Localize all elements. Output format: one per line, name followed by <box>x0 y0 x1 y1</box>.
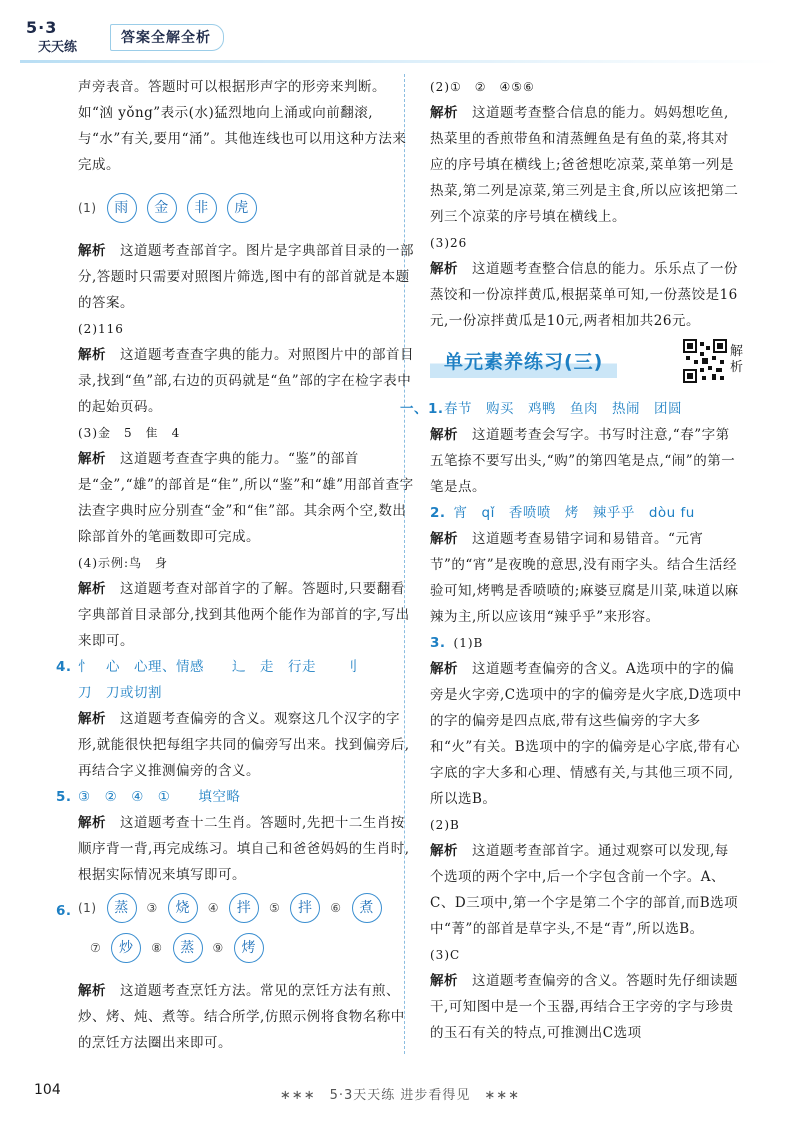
analysis-label: 解析 <box>78 581 106 597</box>
option-mark: (1) <box>78 901 97 915</box>
item-number: 3. <box>430 635 446 651</box>
analysis-block <box>430 838 742 942</box>
analysis-block <box>430 256 742 334</box>
answer-line: (4)示例:鸟 身 <box>78 556 169 570</box>
answer-text: 忄 心 心理、情感 辶 走 行走 刂 <box>78 659 358 675</box>
answer-item-4-cont <box>78 680 418 706</box>
section-banner <box>430 342 742 386</box>
circled-char: 炒 <box>111 933 141 963</box>
qr-label: 解析 <box>730 344 744 375</box>
analysis-text: 这道题考查易错字词和易错音。“元宵节”的“宵”是夜晚的意思,没有雨字头。结合生活经验可知,烤鸭是香喷喷的;麻婆豆腐是川菜,味道以麻辣为主,所以应该用“辣乎乎”来形容。 <box>430 531 739 625</box>
analysis-text: 这道题考查部首字。图片是字典部首目录的一部分,答题时只需要对照图片筛选,图中有的部首就是本题的答案。 <box>78 243 414 311</box>
answer-text: 春节 购买 鸡鸭 鱼肉 热闹 团圆 <box>444 401 682 417</box>
left-column <box>56 74 418 1056</box>
circled-char: 拌 <box>229 893 259 923</box>
option-mark: ④ <box>207 901 220 915</box>
option-mark: ③ <box>146 901 158 915</box>
right-column <box>400 74 744 1046</box>
analysis-label: 解析 <box>78 711 106 727</box>
option-mark: ⑥ <box>330 901 342 915</box>
answer-item-s3 <box>430 630 742 656</box>
analysis-text: 这道题考查偏旁的含义。A选项中的字的偏旁是火字旁,C选项中的字的偏旁是火字底,D选项中的字的偏旁是四点底,带有这些偏旁的字大多和“火”有关。B选项中的字的偏旁是心字底,带有心字底的字大多和心理、情感有关,与其他三项不同,所以选B。 <box>430 661 742 807</box>
analysis-label: 解析 <box>430 261 458 277</box>
answer-item-s1 <box>400 396 742 422</box>
analysis-block <box>430 968 742 1046</box>
option-mark: ⑧ <box>151 941 163 955</box>
circle-row-1 <box>78 888 418 928</box>
analysis-block <box>430 526 742 630</box>
analysis-label: 解析 <box>78 815 106 831</box>
analysis-label: 解析 <box>78 347 106 363</box>
section-title: 单元素养练习(三) <box>430 346 617 378</box>
answer-line: (3)金 5 隹 4 <box>78 426 181 440</box>
circle-row-2 <box>90 928 418 968</box>
analysis-text: 这道题考查部首字。通过观察可以发现,每个选项的两个字中,后一个字包含前一个字。A、C、D三项中,第一个字是第二个字的部首,而B选项中“菁”的部首是草字头,不是“青”,所以选B。 <box>430 843 739 937</box>
circled-char: 烧 <box>168 893 198 923</box>
header-rule <box>20 60 780 63</box>
page-number: 104 <box>34 1082 61 1098</box>
analysis-label: 解析 <box>430 973 458 989</box>
answer-item-4 <box>56 654 418 680</box>
analysis-text: 这道题考查会写字。书写时注意,“春”字第五笔捺不要写出头,“购”的第四笔是点,“闹”的第一笔是点。 <box>430 427 736 495</box>
analysis-text: 这道题考查十二生肖。答题时,先把十二生肖按顺序背一背,再完成练习。填自己和爸爸妈妈的生肖时,根据实际情况来填写即可。 <box>78 815 410 883</box>
item-number: 2. <box>430 505 446 521</box>
footer-slogan: ∗∗∗ 5·3天天练 进步看得见 ∗∗∗ <box>279 1088 521 1103</box>
answer-circles-q1 <box>78 188 418 228</box>
analysis-block <box>430 100 742 230</box>
analysis-block <box>78 706 418 784</box>
analysis-block <box>78 446 418 550</box>
analysis-block <box>78 810 418 888</box>
analysis-label: 解析 <box>430 531 458 547</box>
answer-line: (3)26 <box>430 236 468 250</box>
answer-item-5 <box>56 784 418 810</box>
circled-char: 煮 <box>352 893 382 923</box>
question-mark: (1) <box>78 201 97 215</box>
analysis-text: 这道题考查偏旁的含义。答题时先仔细读题干,可知图中是一个玉器,再结合王字旁的字与珍贵的玉石有关的特点,可推测出C选项 <box>430 973 738 1041</box>
analysis-text: 这道题考查查字典的能力。“鉴”的部首是“金”,“雄”的部首是“隹”,所以“鉴”和“雄”用部首查字法查字典时应分别查“金”和“隹”部。其余两个空,数出除部首外的笔画数即可完成。 <box>78 451 414 545</box>
answer-line: (2)116 <box>78 322 124 336</box>
circled-char: 金 <box>147 193 177 223</box>
analysis-text: 这道题考查对部首字的了解。答题时,只要翻看字典部首目录部分,找到其他两个能作为部首的字,写出来即可。 <box>78 581 410 649</box>
analysis-block <box>78 342 418 420</box>
item-number: 6. <box>56 903 72 919</box>
analysis-block <box>78 978 418 1056</box>
analysis-text: 这道题考查偏旁的含义。观察这几个汉字的字形,就能很快把每组字共同的偏旁写出来。找到偏旁后,再结合字义推测偏旁的含义。 <box>78 711 410 779</box>
item-number: 5. <box>56 789 72 805</box>
option-mark: ⑦ <box>90 941 102 955</box>
analysis-label: 解析 <box>78 983 106 999</box>
qr-code-icon[interactable] <box>682 338 728 384</box>
analysis-text: 这道题考查查字典的能力。对照图片中的部首目录,找到“鱼”部,右边的页码就是“鱼”部的字在检字表中的起始页码。 <box>78 347 414 415</box>
answer-item-s2 <box>430 500 742 526</box>
circled-char: 非 <box>187 193 217 223</box>
circled-char: 虎 <box>227 193 257 223</box>
answer-text: (1)B <box>453 636 484 650</box>
circled-char: 蒸 <box>107 893 137 923</box>
option-mark: ⑤ <box>269 901 281 915</box>
analysis-label: 解析 <box>430 427 458 443</box>
analysis-label: 解析 <box>78 451 106 467</box>
answer-line: (3)C <box>430 948 461 962</box>
analysis-block <box>430 656 742 812</box>
analysis-block <box>78 238 418 316</box>
analysis-label: 解析 <box>430 661 458 677</box>
answer-text: ③ ② ④ ① 填空略 <box>78 789 241 805</box>
analysis-label: 解析 <box>430 843 458 859</box>
header-tag: 答案全解全析 <box>110 24 224 51</box>
logo-sub-text: 天天练 <box>38 40 78 55</box>
analysis-block <box>430 422 742 500</box>
circled-char: 蒸 <box>173 933 203 963</box>
paragraph-intro: 声旁表音。答题时可以根据形声字的形旁来判断。如“汹 yǒng”表示(水)猛烈地向上涌或向前翻滚,与“水”有关,要用“涌”。其他连线也可以用这种方法来完成。 <box>78 79 407 173</box>
analysis-text: 这道题考查烹饪方法。常见的烹饪方法有煎、炒、烤、炖、煮等。结合所学,仿照示例将食物名称中的烹饪方法圈出来即可。 <box>78 983 405 1051</box>
page-header <box>0 0 800 60</box>
answer-text: 刀 刀或切割 <box>78 685 162 701</box>
circled-char: 烤 <box>234 933 264 963</box>
circled-char: 拌 <box>290 893 320 923</box>
analysis-text: 这道题考查整合信息的能力。乐乐点了一份蒸饺和一份凉拌黄瓜,根据菜单可知,一份蒸饺是16元,一份凉拌黄瓜是10元,两者相加共26元。 <box>430 261 738 329</box>
analysis-label: 解析 <box>430 105 458 121</box>
answer-line: (2)B <box>430 818 460 832</box>
logo-main-text: 5·3 <box>26 18 58 37</box>
analysis-block <box>78 576 418 654</box>
answer-text: 宵 qǐ 香喷喷 烤 辣乎乎 dòu fu <box>453 505 695 521</box>
analysis-label: 解析 <box>78 243 106 259</box>
answer-item-6 <box>56 888 418 968</box>
analysis-text: 这道题考查整合信息的能力。妈妈想吃鱼,热菜里的香煎带鱼和清蒸鲤鱼是有鱼的菜,将其对应的序号填在横线上;爸爸想吃凉菜,菜单第一列是热菜,第二列是凉菜,第三列是主食,所以应该把第二列三个凉菜的序号填在横线上。 <box>430 105 739 225</box>
answer-line: (2)① ② ④⑤⑥ <box>430 80 535 94</box>
option-mark: ⑨ <box>212 941 224 955</box>
item-number: 一、1. <box>400 401 444 417</box>
brand-logo <box>18 16 108 54</box>
circled-char: 雨 <box>107 193 137 223</box>
item-number: 4. <box>56 659 72 675</box>
page-footer <box>0 1076 800 1116</box>
